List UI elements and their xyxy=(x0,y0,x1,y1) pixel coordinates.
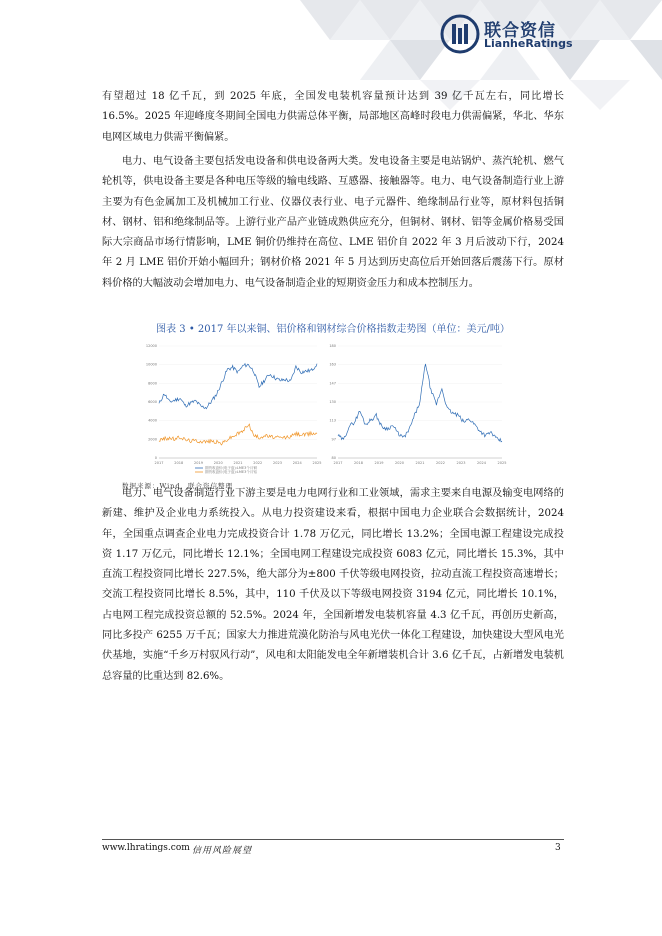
y-tick-label: 97 xyxy=(331,437,336,442)
x-tick-label: 2018 xyxy=(174,461,184,465)
page-number: 3 xyxy=(555,843,561,853)
footer-website[interactable]: www.lhratings.com xyxy=(102,843,190,853)
y-tick-label: 6000 xyxy=(148,400,157,404)
y-tick-label: 80 xyxy=(331,456,336,460)
logo-chinese-name: 联合资信 xyxy=(484,21,556,41)
figure-source: 数据来源：Wind，联合资信整理 xyxy=(122,482,233,490)
x-tick-label: 2025 xyxy=(497,461,507,465)
y-tick-label: 4000 xyxy=(148,418,157,423)
x-tick-label: 2023 xyxy=(456,461,466,465)
y-tick-label: 147 xyxy=(329,381,336,386)
x-tick-label: 2025 xyxy=(312,461,322,465)
paragraph-upstream-materials: 电力、电气设备主要包括发电设备和供电设备两大类。发电设备主要是电站锅炉、蒸汽轮机、燃气轮机等，供电设备主要是各种电压等级的输电线路、互感器、接触器等。电力、电气设备制造行业上游主要为有色金属加工及机械加工行业、仪器仪表行业、电子元器件、绝缘制品行业等，原材料包括铜材、钢材、铝和绝缘制品等。上游行业产品产业链成熟供应充分，但铜材、钢材、铝等金属价格易受国际大宗商品市场行情影响，LME 铜价仍维持在高位、LME 铝价自 2022 年 3 月后波动下行，2024 年 2 月 LME 铝价开始小幅回升；钢材价格 2021 年 5 月达到历史高位后开始回落后震荡下行。原材料价格的大幅波动会增加电力、电气设备制造企业的短期资金压力和成本控制压力。 xyxy=(102,156,564,289)
x-tick-label: 2021 xyxy=(415,461,425,465)
y-tick-label: 180 xyxy=(329,344,336,348)
legend-label: 期货收盘价(电子盘):LME3个月铝 xyxy=(205,470,257,475)
x-tick-label: 2019 xyxy=(194,461,203,465)
x-tick-label: 2022 xyxy=(253,461,263,465)
y-tick-label: 8000 xyxy=(148,381,157,386)
y-tick-label: 163 xyxy=(329,362,336,367)
y-tick-label: 130 xyxy=(329,400,336,404)
x-tick-label: 2017 xyxy=(154,461,164,465)
figure-title: 图表 3 • 2017 年以来铜、铝价格和钢材综合价格指数走势图（单位：美元/吨） xyxy=(156,324,510,335)
steel-price-index-chart xyxy=(330,340,518,475)
y-tick-label: 113 xyxy=(329,418,336,423)
x-tick-label: 2021 xyxy=(233,461,243,465)
company-logo xyxy=(440,14,620,58)
paragraph-capacity-outlook: 有望超过 18 亿千瓦，到 2025 年底，全国发电装机容量预计达到 39 亿千瓦左右，同比增长 16.5%。2025 年迎峰度冬期间全国电力供需总体平衡，局部地区高峰时段电力供需偏紧，华北、华东电网区域电力供需平衡偏紧。 xyxy=(102,91,564,143)
x-tick-label: 2020 xyxy=(395,461,404,465)
logo-english-name: LianheRatings xyxy=(484,37,573,50)
y-tick-label: 12000 xyxy=(145,344,157,348)
legend-label: 期货收盘价(电子盘):LME3个月铜 xyxy=(205,466,257,471)
y-tick-label: 2000 xyxy=(148,437,157,442)
footer-slogan: 信用风险展望 xyxy=(192,846,253,856)
footer-divider xyxy=(102,839,564,840)
lianhe-logo-icon xyxy=(440,14,480,54)
paragraph-downstream-investment: 电力、电气设备制造行业下游主要是电力电网行业和工业领域，需求主要来自电源及输变电网络的新建、维护及企业电力系统投入。从电力投资建设来看，根据中国电力企业联合会数据统计，2024 年，全国重点调查企业电力完成投资合计 1.78 万亿元，同比增长 13.2%；全国电源工程建设完成投资 1.17 万亿元，同比增长 12.1%；全国电网工程建设完成投资 6083 亿元，同比增长 15.3%，其中直流工程投资同比增长 227.5%，绝大部分为±800 千伏等级电网投资，拉动直流工程投资高速增长；交流工程投资同比增长 8.5%，其中，110 千伏及以下等级电网投资 3194 亿元，同比增长 10.1%，占电网工程完成投资总额的 52.5%。2024 年，全国新增发电装机容量 4.3 亿千瓦，再创历史新高，同比多投产 6255 万千瓦；国家大力推进荒漠化防治与风电光伏一体化工程建设，加快建设大型风电光伏基地，实施“千乡万村驭风行动”，风电和太阳能发电全年新增装机合计 3.6 亿千瓦，占新增发电装机总容量的比重达到 82.6%。 xyxy=(102,488,564,682)
x-tick-label: 2024 xyxy=(477,461,486,465)
x-tick-label: 2020 xyxy=(213,461,223,465)
x-tick-label: 2022 xyxy=(436,461,445,465)
copper-aluminum-price-chart xyxy=(145,340,323,475)
x-tick-label: 2024 xyxy=(292,461,302,465)
x-tick-label: 2019 xyxy=(374,461,384,465)
y-tick-label: 0 xyxy=(154,456,157,460)
y-tick-label: 10000 xyxy=(145,362,157,367)
x-tick-label: 2017 xyxy=(333,461,343,465)
x-tick-label: 2023 xyxy=(273,461,282,465)
x-tick-label: 2018 xyxy=(354,461,363,465)
